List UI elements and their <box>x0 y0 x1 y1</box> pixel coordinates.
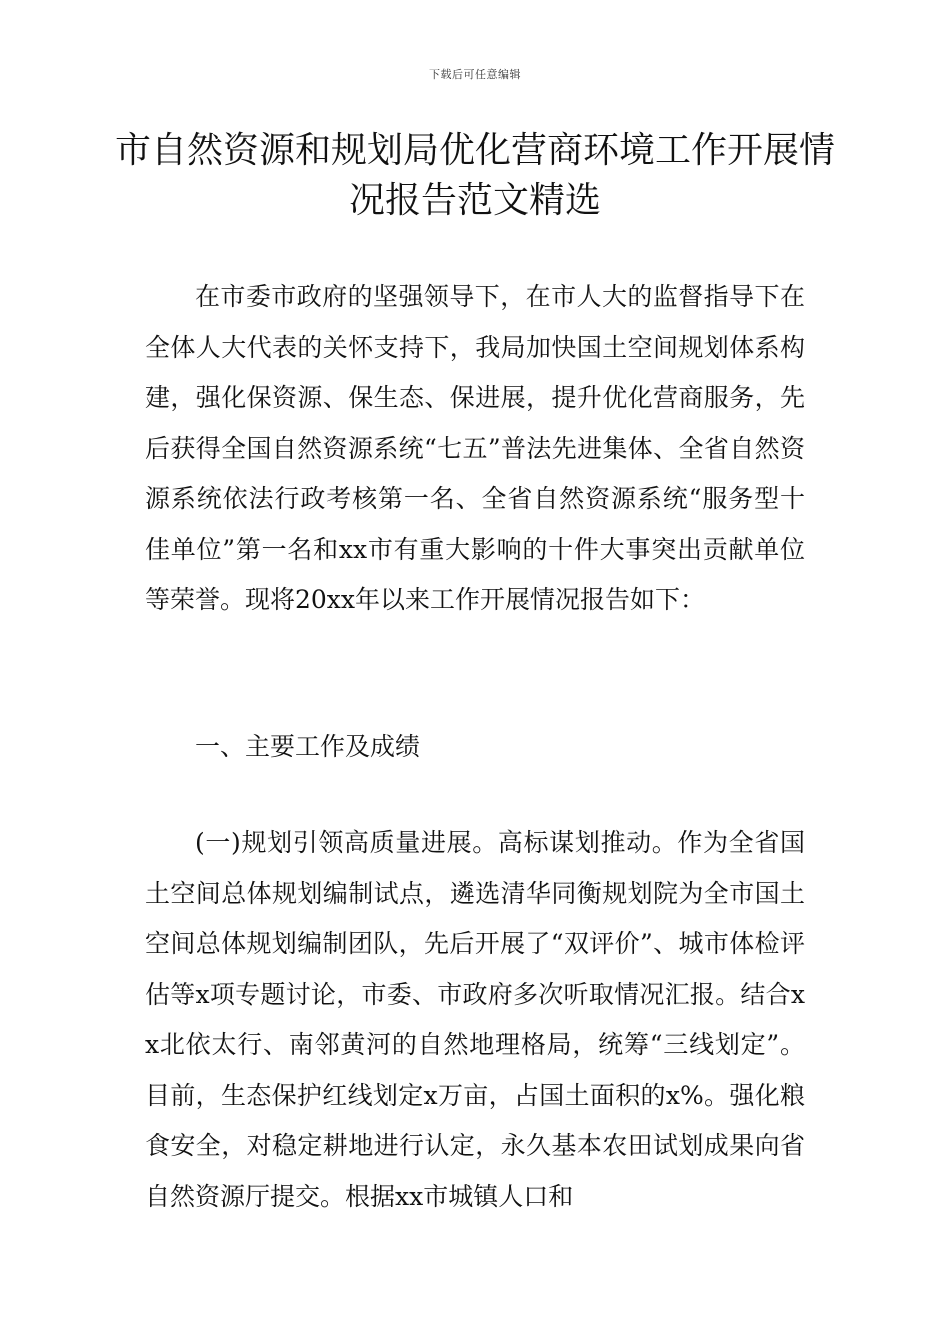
section-paragraph: (一)规划引领高质量进展。高标谋划推动。作为全省国土空间总体规划编制试点，遴选清华同衡规划院为全市国土空间总体规划编制团队，先后开展了“双评价”、城市体检评估等x项专题讨论，市委、市政府多次听取情况汇报。结合xx北依太行、南邻黄河的自然地理格局，统筹“三线划定”。目前，生态保护红线划定x万亩，占国土面积的x%。强化粮食安全，对稳定耕地进行认定，永久基本农田试划成果向省自然资源厅提交。根据xx市城镇人口和 <box>145 828 805 1211</box>
document-title: 市自然资源和规划局优化营商环境工作开展情况报告范文精选 <box>114 130 835 221</box>
section-heading: 一、主要工作及成绩 <box>195 732 421 761</box>
header-note: 下载后可任意编辑 <box>429 68 521 81</box>
intro-paragraph: 在市委市政府的坚强领导下，在市人大的监督指导下在全体人大代表的关怀支持下，我局加快国土空间规划体系构建，强化保资源、保生态、保进展，提升优化营商服务，先后获得全国自然资源系统“七五”普法先进集体、全省自然资源系统依法行政考核第一名、全省自然资源系统“服务型十佳单位”第一名和xx市有重大影响的十件大事突出贡献单位等荣誉。现将20xx年以来工作开展情况报告如下： <box>145 282 805 614</box>
